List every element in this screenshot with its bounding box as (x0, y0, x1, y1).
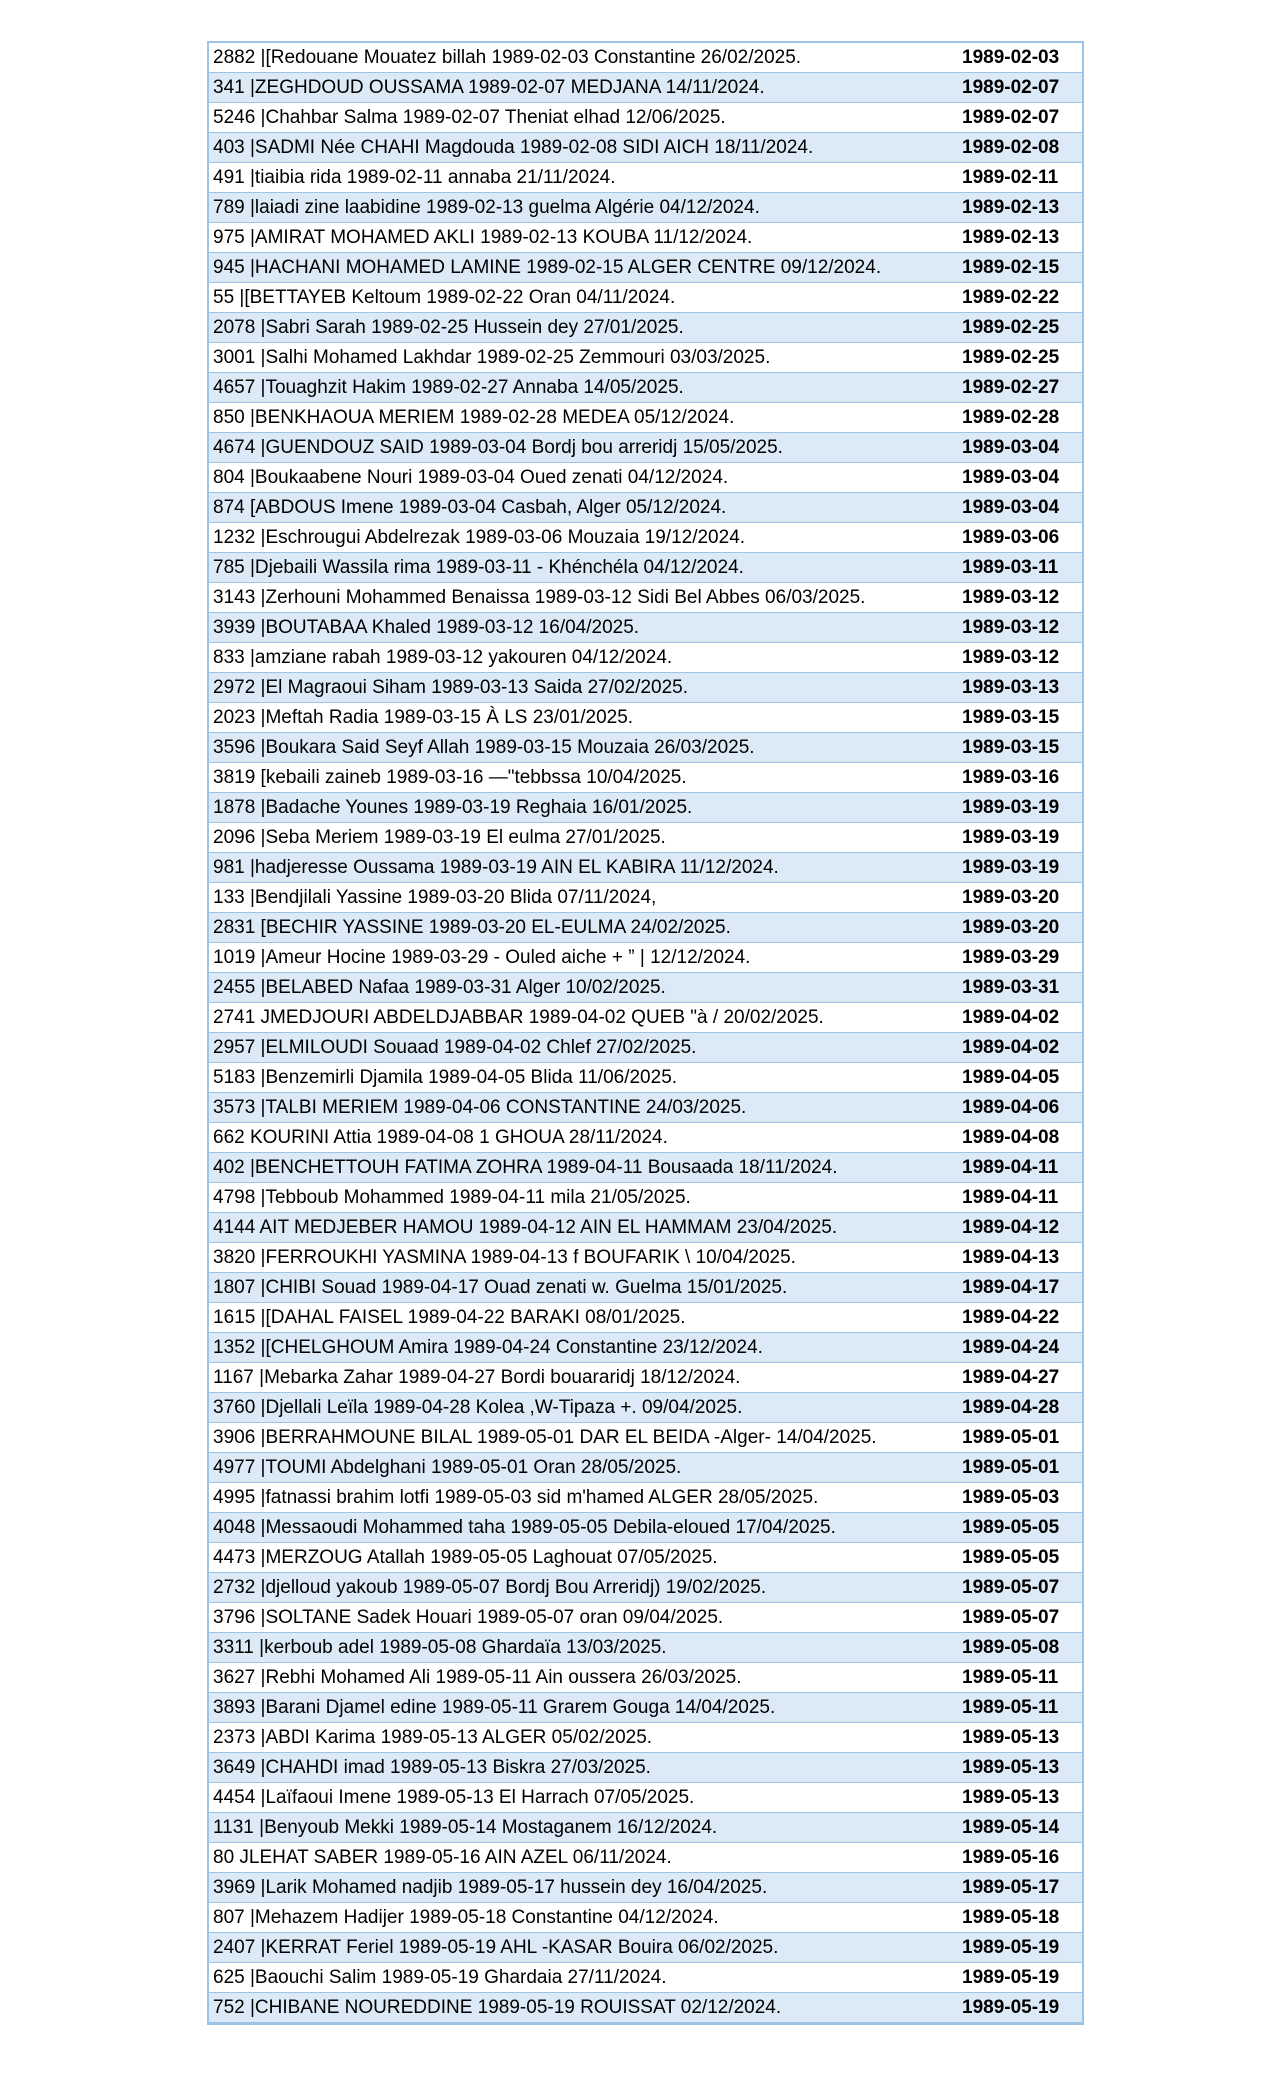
table-row (209, 1663, 1082, 1693)
record-date-cell: 1989-05-17 (954, 1873, 1082, 1903)
record-text-cell: 2373 |ABDI Karima 1989-05-13 ALGER 05/02/2025. (209, 1723, 954, 1753)
table-row (209, 1123, 1082, 1153)
record-text-cell: 3649 |CHAHDI imad 1989-05-13 Biskra 27/03/2025. (209, 1753, 954, 1783)
table-row (209, 1423, 1082, 1453)
record-date-cell: 1989-03-04 (954, 463, 1082, 493)
table-row (209, 733, 1082, 763)
record-date-cell: 1989-03-20 (954, 883, 1082, 913)
record-text-cell: 833 |amziane rabah 1989-03-12 yakouren 04/12/2024. (209, 643, 954, 673)
table-row (209, 703, 1082, 733)
record-date-cell: 1989-05-01 (954, 1423, 1082, 1453)
record-date-cell: 1989-02-07 (954, 73, 1082, 103)
record-text-cell: 807 |Mehazem Hadijer 1989-05-18 Constantine 04/12/2024. (209, 1903, 954, 1933)
table-row (209, 1363, 1082, 1393)
table-row (209, 1303, 1082, 1333)
table-row (209, 583, 1082, 613)
record-date-cell: 1989-02-15 (954, 253, 1082, 283)
record-text-cell: 491 |tiaibia rida 1989-02-11 annaba 21/11/2024. (209, 163, 954, 193)
table-row (209, 1933, 1082, 1963)
record-text-cell: 2455 |BELABED Nafaa 1989-03-31 Alger 10/02/2025. (209, 973, 954, 1003)
table-row (209, 1513, 1082, 1543)
record-date-cell: 1989-03-12 (954, 643, 1082, 673)
record-date-cell: 1989-02-25 (954, 313, 1082, 343)
record-text-cell: 785 |Djebaili Wassila rima 1989-03-11 - Khénchéla 04/12/2024. (209, 553, 954, 583)
record-date-cell: 1989-03-19 (954, 823, 1082, 853)
record-text-cell: 5246 |Chahbar Salma 1989-02-07 Theniat elhad 12/06/2025. (209, 103, 954, 133)
table-row (209, 373, 1082, 403)
record-date-cell: 1989-04-06 (954, 1093, 1082, 1123)
record-text-cell: 3760 |Djellali Leïla 1989-04-28 Kolea ,W-Tipaza +. 09/04/2025. (209, 1393, 954, 1423)
record-date-cell: 1989-02-25 (954, 343, 1082, 373)
record-date-cell: 1989-04-28 (954, 1393, 1082, 1423)
table-row (209, 1723, 1082, 1753)
record-text-cell: 2972 |El Magraoui Siham 1989-03-13 Saida 27/02/2025. (209, 673, 954, 703)
table-row (209, 1693, 1082, 1723)
table-row (209, 1603, 1082, 1633)
table-row (209, 1183, 1082, 1213)
record-text-cell: 2407 |KERRAT Feriel 1989-05-19 AHL -KASAR Bouira 06/02/2025. (209, 1933, 954, 1963)
record-date-cell: 1989-03-19 (954, 853, 1082, 883)
record-date-cell: 1989-05-13 (954, 1783, 1082, 1813)
record-date-cell: 1989-05-18 (954, 1903, 1082, 1933)
record-text-cell: 4144 AIT MEDJEBER HAMOU 1989-04-12 AIN EL HAMMAM 23/04/2025. (209, 1213, 954, 1243)
record-text-cell: 5183 |Benzemirli Djamila 1989-04-05 Blida 11/06/2025. (209, 1063, 954, 1093)
table-row (209, 883, 1082, 913)
record-text-cell: 3893 |Barani Djamel edine 1989-05-11 Grarem Gouga 14/04/2025. (209, 1693, 954, 1723)
record-text-cell: 3906 |BERRAHMOUNE BILAL 1989-05-01 DAR EL BEIDA -Alger- 14/04/2025. (209, 1423, 954, 1453)
table-row (209, 1393, 1082, 1423)
record-date-cell: 1989-04-02 (954, 1003, 1082, 1033)
record-date-cell: 1989-03-29 (954, 943, 1082, 973)
table-row (209, 1813, 1082, 1843)
table-row (209, 763, 1082, 793)
record-text-cell: 975 |AMIRAT MOHAMED AKLI 1989-02-13 KOUBA 11/12/2024. (209, 223, 954, 253)
record-text-cell: 625 |Baouchi Salim 1989-05-19 Ghardaia 27/11/2024. (209, 1963, 954, 1993)
record-date-cell: 1989-02-22 (954, 283, 1082, 313)
record-date-cell: 1989-05-07 (954, 1573, 1082, 1603)
record-text-cell: 3819 [kebaili zaineb 1989-03-16 —"tebbssa 10/04/2025. (209, 763, 954, 793)
table-row (209, 253, 1082, 283)
table-row (209, 913, 1082, 943)
table-row (209, 673, 1082, 703)
record-date-cell: 1989-02-13 (954, 223, 1082, 253)
record-text-cell: 1352 |[CHELGHOUM Amira 1989-04-24 Constantine 23/12/2024. (209, 1333, 954, 1363)
record-text-cell: 3969 |Larik Mohamed nadjib 1989-05-17 hussein dey 16/04/2025. (209, 1873, 954, 1903)
table-row (209, 403, 1082, 433)
table-row (209, 1093, 1082, 1123)
table-row (209, 1333, 1082, 1363)
table-row (209, 103, 1082, 133)
table-row (209, 823, 1082, 853)
table-row (209, 1453, 1082, 1483)
records-table (209, 43, 1082, 2023)
record-date-cell: 1989-04-02 (954, 1033, 1082, 1063)
record-text-cell: 4473 |MERZOUG Atallah 1989-05-05 Laghouat 07/05/2025. (209, 1543, 954, 1573)
record-text-cell: 804 |Boukaabene Nouri 1989-03-04 Oued zenati 04/12/2024. (209, 463, 954, 493)
table-row (209, 1273, 1082, 1303)
records-table-container (207, 41, 1084, 2025)
table-row (209, 973, 1082, 1003)
record-text-cell: 4048 |Messaoudi Mohammed taha 1989-05-05 Debila-eloued 17/04/2025. (209, 1513, 954, 1543)
record-text-cell: 850 |BENKHAOUA MERIEM 1989-02-28 MEDEA 05/12/2024. (209, 403, 954, 433)
record-text-cell: 2078 |Sabri Sarah 1989-02-25 Hussein dey 27/01/2025. (209, 313, 954, 343)
record-date-cell: 1989-05-13 (954, 1753, 1082, 1783)
record-date-cell: 1989-04-05 (954, 1063, 1082, 1093)
record-date-cell: 1989-05-19 (954, 1993, 1082, 2023)
record-text-cell: 3796 |SOLTANE Sadek Houari 1989-05-07 oran 09/04/2025. (209, 1603, 954, 1633)
record-date-cell: 1989-03-12 (954, 583, 1082, 613)
table-row (209, 73, 1082, 103)
table-row (209, 43, 1082, 73)
record-text-cell: 3311 |kerboub adel 1989-05-08 Ghardaïa 13/03/2025. (209, 1633, 954, 1663)
record-text-cell: 2957 |ELMILOUDI Souaad 1989-04-02 Chlef 27/02/2025. (209, 1033, 954, 1063)
record-date-cell: 1989-04-11 (954, 1153, 1082, 1183)
table-row (209, 1783, 1082, 1813)
record-text-cell: 3627 |Rebhi Mohamed Ali 1989-05-11 Ain oussera 26/03/2025. (209, 1663, 954, 1693)
record-date-cell: 1989-03-04 (954, 433, 1082, 463)
record-date-cell: 1989-05-19 (954, 1963, 1082, 1993)
table-row (209, 283, 1082, 313)
record-text-cell: 3573 |TALBI MERIEM 1989-04-06 CONSTANTINE 24/03/2025. (209, 1093, 954, 1123)
record-text-cell: 4977 |TOUMI Abdelghani 1989-05-01 Oran 28/05/2025. (209, 1453, 954, 1483)
record-text-cell: 4674 |GUENDOUZ SAID 1989-03-04 Bordj bou arreridj 15/05/2025. (209, 433, 954, 463)
record-date-cell: 1989-05-14 (954, 1813, 1082, 1843)
table-row (209, 523, 1082, 553)
table-row (209, 1573, 1082, 1603)
table-row (209, 793, 1082, 823)
record-text-cell: 2831 [BECHIR YASSINE 1989-03-20 EL-EULMA 24/02/2025. (209, 913, 954, 943)
record-date-cell: 1989-05-11 (954, 1693, 1082, 1723)
table-row (209, 1063, 1082, 1093)
table-row (209, 1003, 1082, 1033)
record-text-cell: 3143 |Zerhouni Mohammed Benaissa 1989-03-12 Sidi Bel Abbes 06/03/2025. (209, 583, 954, 613)
record-text-cell: 4657 |Touaghzit Hakim 1989-02-27 Annaba 14/05/2025. (209, 373, 954, 403)
record-text-cell: 945 |HACHANI MOHAMED LAMINE 1989-02-15 ALGER CENTRE 09/12/2024. (209, 253, 954, 283)
record-date-cell: 1989-04-22 (954, 1303, 1082, 1333)
record-date-cell: 1989-04-08 (954, 1123, 1082, 1153)
record-date-cell: 1989-03-15 (954, 733, 1082, 763)
record-date-cell: 1989-04-17 (954, 1273, 1082, 1303)
table-row (209, 1033, 1082, 1063)
record-date-cell: 1989-05-01 (954, 1453, 1082, 1483)
records-table-body (209, 43, 1082, 2023)
table-row (209, 853, 1082, 883)
record-text-cell: 4798 |Tebboub Mohammed 1989-04-11 mila 21/05/2025. (209, 1183, 954, 1213)
record-date-cell: 1989-03-31 (954, 973, 1082, 1003)
record-date-cell: 1989-05-05 (954, 1543, 1082, 1573)
record-text-cell: 2741 JMEDJOURI ABDELDJABBAR 1989-04-02 QUEB "à / 20/02/2025. (209, 1003, 954, 1033)
record-date-cell: 1989-03-04 (954, 493, 1082, 523)
record-text-cell: 341 |ZEGHDOUD OUSSAMA 1989-02-07 MEDJANA 14/11/2024. (209, 73, 954, 103)
record-text-cell: 1131 |Benyoub Mekki 1989-05-14 Mostaganem 16/12/2024. (209, 1813, 954, 1843)
record-text-cell: 981 |hadjeresse Oussama 1989-03-19 AIN EL KABIRA 11/12/2024. (209, 853, 954, 883)
record-date-cell: 1989-03-20 (954, 913, 1082, 943)
record-text-cell: 662 KOURINI Attia 1989-04-08 1 GHOUA 28/11/2024. (209, 1123, 954, 1153)
record-date-cell: 1989-04-24 (954, 1333, 1082, 1363)
record-date-cell: 1989-03-16 (954, 763, 1082, 793)
record-text-cell: 55 |[BETTAYEB Keltoum 1989-02-22 Oran 04/11/2024. (209, 283, 954, 313)
record-text-cell: 789 |laiadi zine laabidine 1989-02-13 guelma Algérie 04/12/2024. (209, 193, 954, 223)
table-row (209, 1903, 1082, 1933)
record-text-cell: 80 JLEHAT SABER 1989-05-16 AIN AZEL 06/11/2024. (209, 1843, 954, 1873)
table-row (209, 223, 1082, 253)
record-text-cell: 2023 |Meftah Radia 1989-03-15 À LS 23/01/2025. (209, 703, 954, 733)
record-text-cell: 1878 |Badache Younes 1989-03-19 Reghaia 16/01/2025. (209, 793, 954, 823)
record-date-cell: 1989-02-27 (954, 373, 1082, 403)
record-date-cell: 1989-02-13 (954, 193, 1082, 223)
table-row (209, 163, 1082, 193)
record-date-cell: 1989-05-07 (954, 1603, 1082, 1633)
record-text-cell: 3596 |Boukara Said Seyf Allah 1989-03-15 Mouzaia 26/03/2025. (209, 733, 954, 763)
record-text-cell: 133 |Bendjilali Yassine 1989-03-20 Blida 07/11/2024, (209, 883, 954, 913)
record-text-cell: 2732 |djelloud yakoub 1989-05-07 Bordj Bou Arreridj) 19/02/2025. (209, 1573, 954, 1603)
table-row (209, 463, 1082, 493)
table-row (209, 1753, 1082, 1783)
table-row (209, 1543, 1082, 1573)
table-row (209, 643, 1082, 673)
record-text-cell: 403 |SADMI Née CHAHI Magdouda 1989-02-08 SIDI AICH 18/11/2024. (209, 133, 954, 163)
record-text-cell: 2882 |[Redouane Mouatez billah 1989-02-03 Constantine 26/02/2025. (209, 43, 954, 73)
record-date-cell: 1989-05-19 (954, 1933, 1082, 1963)
record-text-cell: 4454 |Laïfaoui Imene 1989-05-13 El Harrach 07/05/2025. (209, 1783, 954, 1813)
record-text-cell: 1232 |Eschrougui Abdelrezak 1989-03-06 Mouzaia 19/12/2024. (209, 523, 954, 553)
table-row (209, 343, 1082, 373)
table-row (209, 1873, 1082, 1903)
table-row (209, 433, 1082, 463)
record-date-cell: 1989-02-03 (954, 43, 1082, 73)
record-date-cell: 1989-05-03 (954, 1483, 1082, 1513)
record-date-cell: 1989-04-11 (954, 1183, 1082, 1213)
record-date-cell: 1989-05-13 (954, 1723, 1082, 1753)
table-row (209, 313, 1082, 343)
table-row (209, 1243, 1082, 1273)
record-date-cell: 1989-03-13 (954, 673, 1082, 703)
table-row (209, 613, 1082, 643)
table-row (209, 1633, 1082, 1663)
record-date-cell: 1989-03-11 (954, 553, 1082, 583)
record-date-cell: 1989-03-15 (954, 703, 1082, 733)
record-text-cell: 1615 |[DAHAL FAISEL 1989-04-22 BARAKI 08/01/2025. (209, 1303, 954, 1333)
table-row (209, 1843, 1082, 1873)
record-text-cell: 752 |CHIBANE NOUREDDINE 1989-05-19 ROUISSAT 02/12/2024. (209, 1993, 954, 2023)
record-date-cell: 1989-03-12 (954, 613, 1082, 643)
record-text-cell: 1167 |Mebarka Zahar 1989-04-27 Bordi bouararidj 18/12/2024. (209, 1363, 954, 1393)
record-date-cell: 1989-04-12 (954, 1213, 1082, 1243)
record-text-cell: 2096 |Seba Meriem 1989-03-19 El eulma 27/01/2025. (209, 823, 954, 853)
table-row (209, 193, 1082, 223)
record-text-cell: 402 |BENCHETTOUH FATIMA ZOHRA 1989-04-11 Bousaada 18/11/2024. (209, 1153, 954, 1183)
table-row (209, 493, 1082, 523)
record-text-cell: 4995 |fatnassi brahim lotfi 1989-05-03 sid m'hamed ALGER 28/05/2025. (209, 1483, 954, 1513)
table-row (209, 1153, 1082, 1183)
table-row (209, 133, 1082, 163)
record-date-cell: 1989-05-05 (954, 1513, 1082, 1543)
record-text-cell: 3939 |BOUTABAA Khaled 1989-03-12 16/04/2025. (209, 613, 954, 643)
table-row (209, 1963, 1082, 1993)
table-row (209, 1483, 1082, 1513)
table-row (209, 553, 1082, 583)
table-row (209, 943, 1082, 973)
record-date-cell: 1989-04-13 (954, 1243, 1082, 1273)
record-text-cell: 1807 |CHIBI Souad 1989-04-17 Ouad zenati w. Guelma 15/01/2025. (209, 1273, 954, 1303)
record-date-cell: 1989-05-11 (954, 1663, 1082, 1693)
record-date-cell: 1989-02-11 (954, 163, 1082, 193)
record-date-cell: 1989-02-08 (954, 133, 1082, 163)
record-date-cell: 1989-05-08 (954, 1633, 1082, 1663)
record-text-cell: 1019 |Ameur Hocine 1989-03-29 - Ouled aiche + ” | 12/12/2024. (209, 943, 954, 973)
record-text-cell: 3820 |FERROUKHI YASMINA 1989-04-13 f BOUFARIK \ 10/04/2025. (209, 1243, 954, 1273)
record-date-cell: 1989-03-19 (954, 793, 1082, 823)
record-date-cell: 1989-03-06 (954, 523, 1082, 553)
record-date-cell: 1989-02-07 (954, 103, 1082, 133)
record-date-cell: 1989-02-28 (954, 403, 1082, 433)
record-text-cell: 874 [ABDOUS Imene 1989-03-04 Casbah, Alger 05/12/2024. (209, 493, 954, 523)
record-text-cell: 3001 |Salhi Mohamed Lakhdar 1989-02-25 Zemmouri 03/03/2025. (209, 343, 954, 373)
record-date-cell: 1989-04-27 (954, 1363, 1082, 1393)
table-row (209, 1213, 1082, 1243)
record-date-cell: 1989-05-16 (954, 1843, 1082, 1873)
table-row (209, 1993, 1082, 2023)
